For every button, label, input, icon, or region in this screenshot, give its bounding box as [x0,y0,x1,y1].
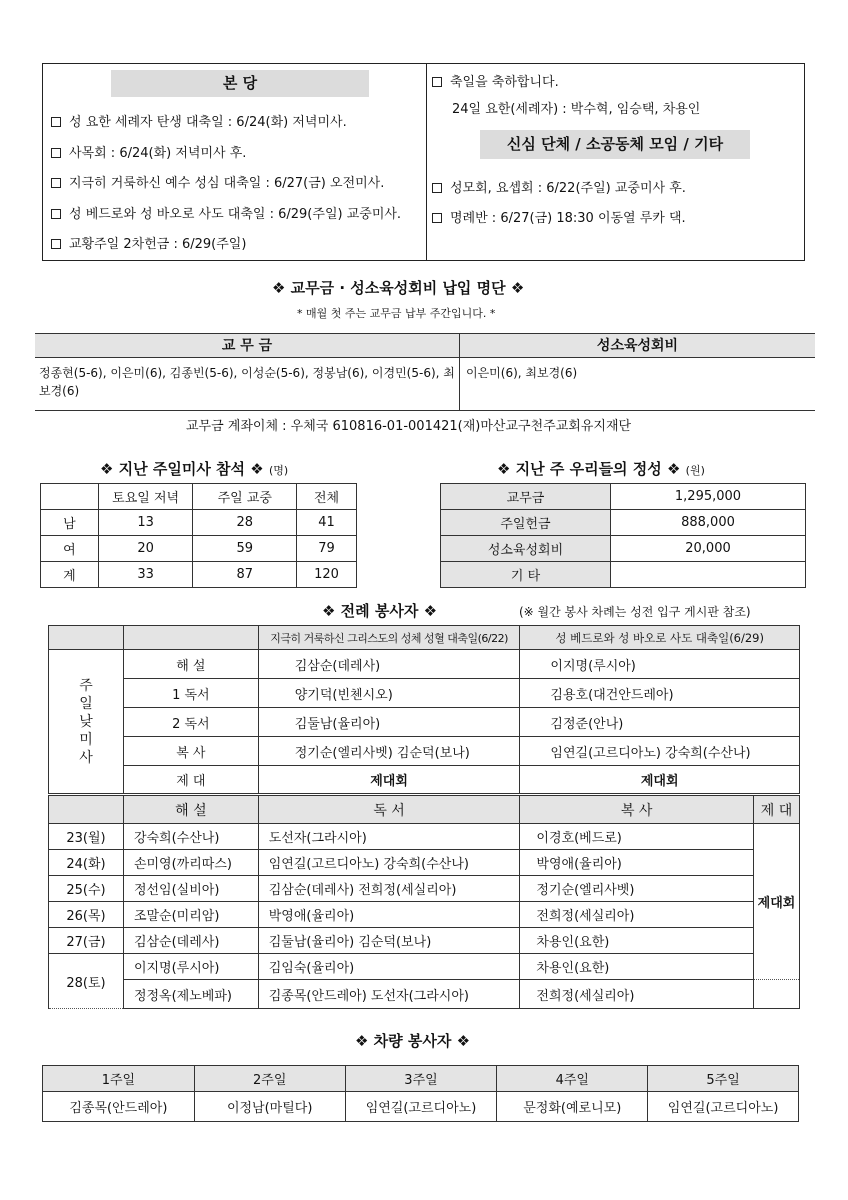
group-title: 신심 단체 / 소공동체 모임 / 기타 [480,130,750,159]
left-item: 교황주일 2차헌금 : 6/29(주일) [51,233,246,252]
liturgy-note: (※ 월간 봉사 차례는 성전 입구 게시판 참조) [519,605,751,619]
server-name: 박영애(율리아) [520,850,754,876]
server-name: 임연길(고르디아노) 강숙희(수산나) [258,850,520,876]
server-name: 김정준(안나) [520,708,800,737]
server-name: 차용인(요한) [520,954,754,980]
feast2-header: 성 베드로와 성 바오로 사도 대축일(6/29) [520,626,800,650]
dues-col2-names: 이은미(6), 최보경(6) [466,366,578,380]
week-header: 해 설 [123,795,258,824]
dues-table [35,333,815,411]
attendance-header [41,484,99,510]
vehicle-header: 5주일 [648,1066,799,1092]
checkbox-icon [51,209,61,219]
vehicle-name: 임연길(고르디아노) [345,1092,497,1122]
server-name: 김삼순(데레사) [123,928,258,954]
attendance-title: ❖ 지난 주일미사 참석 ❖ (명) [100,460,289,478]
vehicle-header: 2주일 [194,1066,345,1092]
vehicle-header: 3주일 [345,1066,497,1092]
server-name: 김삼순(데레사) 전희정(세실리아) [258,876,520,902]
table-row: 기 타 [441,562,806,588]
day-label: 28(토) [49,954,124,1009]
table-row: 여 20 59 79 [41,536,357,562]
server-name: 김임숙(율리아) [258,954,520,980]
table-row: 계 33 87 120 [41,562,357,588]
dues-col1-names: 정종현(5-6), 이은미(6), 김종빈(5-6), 이성순(5-6), 정봉남(6), 이경민(5-6), 최보경(6) [35,358,460,410]
day-label: 23(월) [49,824,124,850]
server-name: 김삼순(데레사) [258,650,520,679]
left-item: 지극히 거룩하신 예수 성심 대축일 : 6/27(금) 오전미사. [51,172,384,191]
checkbox-icon [51,178,61,188]
offering-table [440,483,806,588]
table-row: 남 13 28 41 [41,510,357,536]
dues-title: ❖ 교무금 · 성소육성회비 납입 명단 ❖ [272,279,525,297]
server-name: 김둘남(율리아) 김순덕(보나) [258,928,520,954]
role-label: 해 설 [123,650,258,679]
role-label: 1 독서 [123,679,258,708]
checkbox-icon [51,239,61,249]
account-info: 교무금 계좌이체 : 우체국 610816-01-001421(재)마산교구천주교회유지재단 [186,419,632,434]
attendance-header: 전체 [297,484,357,510]
right-item: 성모회, 요셉회 : 6/22(주일) 교중미사 후. [432,177,686,196]
liturgy-title: ❖ 전례 봉사자 ❖ [322,602,438,620]
left-item: 사목회 : 6/24(화) 저녁미사 후. [51,142,246,161]
right-item: 명례반 : 6/27(금) 18:30 이동열 루카 댁. [432,207,686,226]
vehicle-header: 4주일 [497,1066,648,1092]
attendance-header: 주일 교중 [193,484,297,510]
day-label: 25(수) [49,876,124,902]
vehicle-header: 1주일 [43,1066,195,1092]
role-label: 2 독서 [123,708,258,737]
week-header: 제 대 [754,795,800,824]
checkbox-icon [432,213,442,223]
announcement-box [42,63,805,261]
checkbox-icon [51,148,61,158]
sunday-mass-label: 주 일 낮 미 사 [49,650,124,795]
offering-title: ❖ 지난 주 우리들의 정성 ❖ (원) [497,460,705,478]
left-item: 성 베드로와 성 바오로 사도 대축일 : 6/29(주일) 교중미사. [51,203,401,222]
checkbox-icon [432,183,442,193]
server-name: 제대회 [258,766,520,795]
server-name: 강숙희(수산나) [123,824,258,850]
server-name: 전희정(세실리아) [520,980,754,1009]
server-name: 제대회 [520,766,800,795]
vehicle-name: 김종목(안드레아) [43,1092,195,1122]
week-altar: 제대회 [754,824,800,980]
server-name: 김용호(대건안드레아) [520,679,800,708]
feast1-header: 지극히 거룩하신 그리스도의 성체 성혈 대축일(6/22) [258,626,520,650]
server-name: 이지명(루시아) [520,650,800,679]
attendance-header: 토요일 저녁 [98,484,193,510]
table-row: 성소육성회비 20,000 [441,536,806,562]
left-item: 성 요한 세례자 탄생 대축일 : 6/24(화) 저녁미사. [51,111,347,130]
vehicle-name: 문정화(예로니모) [497,1092,648,1122]
table-row: 교무금 1,295,000 [441,484,806,510]
week-header: 복 사 [520,795,754,824]
role-label: 제 대 [123,766,258,795]
vehicle-title: ❖ 차량 봉사자 ❖ [355,1032,471,1050]
box-divider [426,64,427,260]
day-label: 27(금) [49,928,124,954]
dues-col1-header: 교 무 금 [35,334,460,357]
checkbox-icon [51,117,61,127]
server-name: 도선자(그라시아) [258,824,520,850]
attendance-table [40,483,357,588]
vehicle-name: 이정남(마틸다) [194,1092,345,1122]
server-name: 김종목(안드레아) 도선자(그라시아) [258,980,520,1009]
checkbox-icon [432,77,442,87]
server-name: 임연길(고르디아노) 강숙희(수산나) [520,737,800,766]
table-row: 주일헌금 888,000 [441,510,806,536]
server-name: 정정옥(제노베파) [123,980,258,1009]
server-name: 조말순(미리암) [123,902,258,928]
vehicle-name: 임연길(고르디아노) [648,1092,799,1122]
day-label: 24(화) [49,850,124,876]
server-name: 이경호(베드로) [520,824,754,850]
server-name: 차용인(요한) [520,928,754,954]
dues-col2-header: 성소육성회비 [596,338,679,354]
day-label: 26(목) [49,902,124,928]
server-name: 양기덕(빈첸시오) [258,679,520,708]
role-label: 복 사 [123,737,258,766]
feast-title: 축일을 축하합니다. [432,71,559,90]
server-name: 이지명(루시아) [123,954,258,980]
week-header: 독 서 [258,795,520,824]
server-name: 정기순(엘리사벳) [520,876,754,902]
server-name: 손미영(까리따스) [123,850,258,876]
server-name: 김둘남(율리아) [258,708,520,737]
server-name: 정선임(실비아) [123,876,258,902]
server-name: 전희정(세실리아) [520,902,754,928]
parish-title: 본 당 [111,70,369,97]
server-name: 박영애(율리아) [258,902,520,928]
vehicle-table [42,1065,799,1122]
feast-names: 24일 요한(세례자) : 박수혁, 임승택, 차용인 [452,102,701,117]
dues-note: * 매월 첫 주는 교무금 납부 주간입니다. * [297,307,496,320]
server-name: 정기순(엘리사벳) 김순덕(보나) [258,737,520,766]
liturgy-table [48,625,800,1009]
